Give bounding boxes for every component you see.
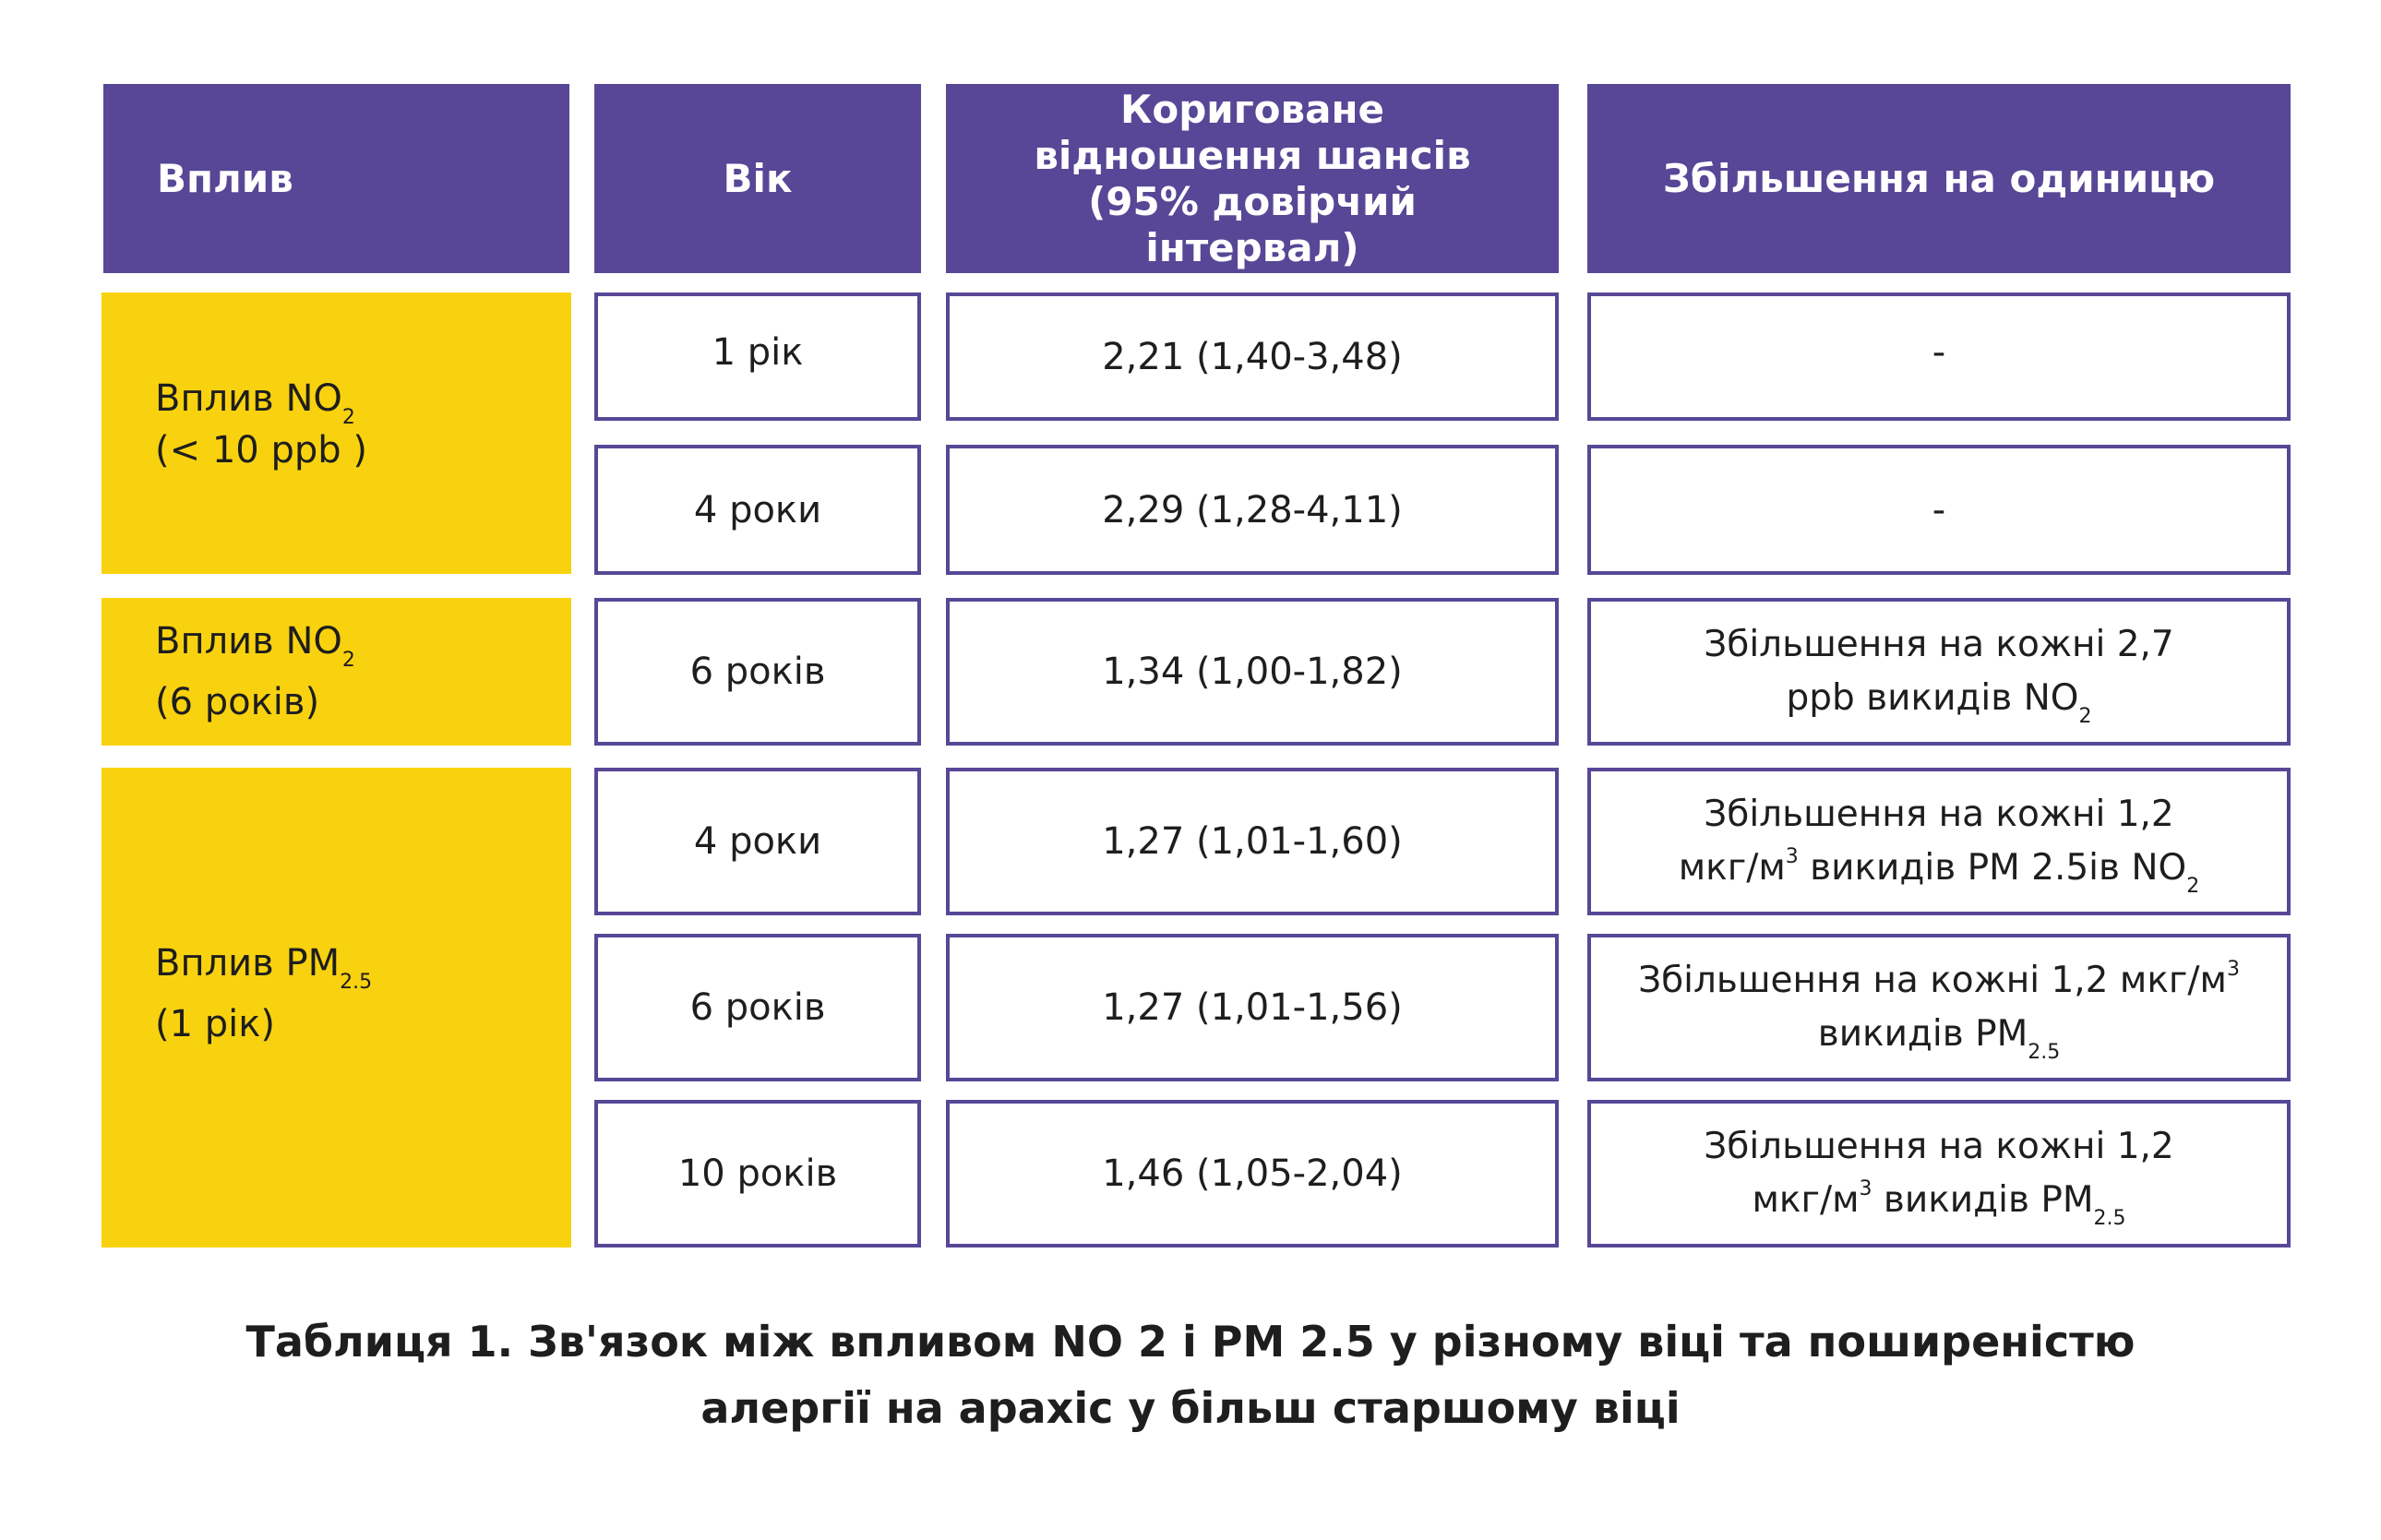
per-unit-cell [1587,292,2291,421]
age-cell [594,1100,921,1248]
age-cell [594,768,921,915]
group-label: Вплив $NO_2$ (< 10 ppb ) [155,376,367,472]
odds-ratio-value: 1,34 (1,00-1,82) [1102,651,1403,693]
odds-ratio-cell [946,445,1559,575]
group-label: Вплив $NO_2$ (6 років) [155,620,355,723]
age-value: 4 роки [693,820,822,863]
odds-ratio-cell [946,292,1559,421]
per-unit-cell [1587,934,2291,1081]
odds-ratio-value: 2,29 (1,28-4,11) [1102,488,1403,531]
per-unit-value: Збільшення на кожні 1,2 мкг/$м^3$ викидів $PM_{2.5}$ [1704,1126,2174,1230]
per-unit-cell [1587,1100,2291,1248]
header-odds-ratio-label: Кориговане відношення шансів (95% довірчий інтервал) [1034,86,1471,270]
caption-line-1: Таблиця 1. Зв'язок між впливом NO 2 і PM 2.5 у різному віці та поширеністю [245,1317,2136,1367]
age-cell [594,598,921,746]
group-no2-under-10ppb [102,292,571,574]
age-value: 1 рік [712,330,804,374]
header-age-label: Вік [723,155,793,201]
group-no2-6-years [102,598,571,746]
per-unit-cell [1587,598,2291,746]
per-unit-cell [1587,768,2291,915]
age-cell [594,445,921,575]
odds-ratio-cell [946,768,1559,915]
age-value: 10 років [677,1152,838,1195]
per-unit-value: Збільшення на кожні 1,2 мкг/$м^3$ викидів $PM_{2.5}$ [1638,958,2240,1064]
age-value: 4 роки [693,488,822,531]
odds-ratio-value: 1,27 (1,01-1,56) [1102,986,1403,1029]
per-unit-value: Збільшення на кожні 2,7 ppb викидів $NO_2$ [1704,624,2174,728]
per-unit-cell [1587,445,2291,575]
header-per-unit [1587,84,2291,273]
header-exposure-label: Вплив [157,155,293,201]
odds-ratio-cell [946,598,1559,746]
odds-ratio-value: 1,27 (1,01-1,60) [1102,820,1403,863]
header-odds-ratio [946,84,1559,273]
header-age [594,84,921,273]
caption-line-2: алергії на арахіс у більш старшому віці [700,1383,1681,1433]
group-label: Вплив $PM_{2.5}$ (1 рік) [155,942,373,1045]
age-cell [594,292,921,421]
age-cell [594,934,921,1081]
group-pm25-1-year [102,768,571,1248]
odds-ratio-cell [946,1100,1559,1248]
header-per-unit-label: Збільшення на одиницю [1662,155,2216,201]
header-exposure [103,84,569,273]
table-caption [0,1308,2381,1441]
odds-ratio-cell [946,934,1559,1081]
odds-ratio-value: 2,21 (1,40-3,48) [1102,335,1403,378]
per-unit-value: - [1932,488,1946,531]
per-unit-value: - [1932,330,1946,374]
age-value: 6 років [689,986,826,1029]
per-unit-value: Збільшення на кожні 1,2 мкг/$м^3$ викидів PM 2.5ів $NO_2$ [1678,794,2200,898]
age-value: 6 років [689,651,826,693]
odds-ratio-value: 1,46 (1,05-2,04) [1102,1152,1403,1195]
